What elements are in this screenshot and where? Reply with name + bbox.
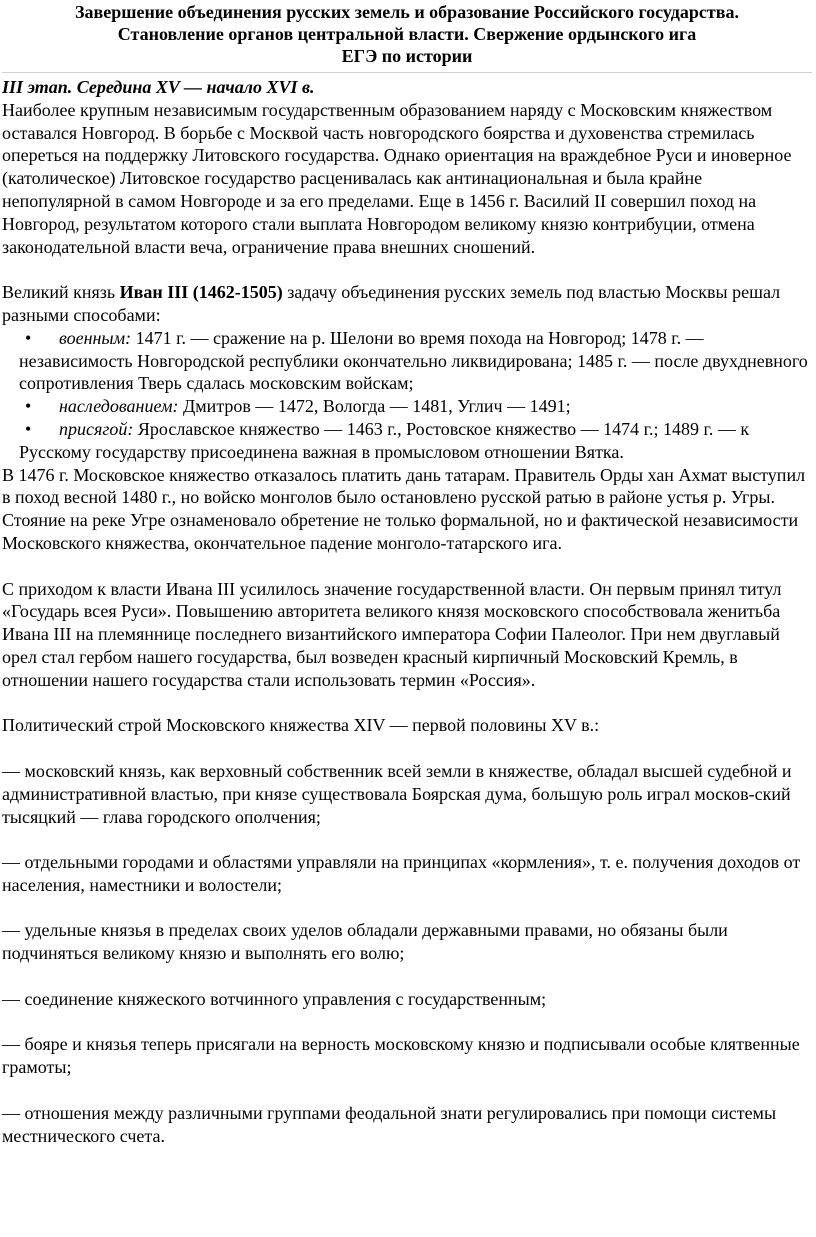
political-point: — бояре и князья теперь присягали на верность московскому князю и подписывали особые клятвенные грамоты; [2, 1034, 800, 1078]
paragraph-ugra: В 1476 г. Московское княжество отказалось платить дань татарам. Правитель Орды хан Ахмат выступил в поход весной 1480 г., но войско монголов было остановлено русской ратью в районе устья р. Угры. Стояние на реке Угре ознаменовало обретение не только формальной, но и фактической независимости Московского княжества, окончательное падение монголо-татарского ига. [2, 464, 806, 553]
list-item [2, 327, 812, 395]
method-text [2, 395, 812, 418]
method-detail: 1471 г. — сражение на р. Шелони во время похода на Новгород; 1478 г. — независимость Новгородской республики окончательно ликвидирована; 1485 г. — после двухдневного сопротивления Тверь сдалась московским войскам; [19, 327, 808, 394]
political-point: — отношения между различными группами феодальной знати регулировались при помощи системы местнического счета. [2, 1102, 777, 1146]
political-point: — соединение княжеского вотчинного управления с государственным; [2, 988, 547, 1009]
ivan-name: Иван III (1462-1505) [119, 282, 283, 303]
method-term: присягой: [59, 418, 134, 439]
paragraph-spacer [2, 828, 812, 851]
paragraph-spacer [2, 1079, 812, 1102]
ivan-intro-after: задачу объединения русских земель под властью Москвы решал разными способами: [2, 282, 781, 325]
document-title [2, 0, 812, 73]
document-body [2, 76, 812, 1147]
bullet-icon: • [25, 327, 32, 348]
method-detail: Дмитров — 1472, Вологда — 1481, Углич — 1491; [178, 396, 571, 417]
paragraph-spacer [2, 737, 812, 760]
paragraph-state-power: С приходом к власти Ивана III усилилось значение государственной власти. Он первым принял титул «Государь всея Руси». Повышению авторитета великого князя московского способствовала женитьба Ивана III на племяннице последнего византийского императора Софии Палеолог. При нем двуглавый орел стал гербом нашего государства, был возведен красный кирпичный Московский Кремль, в отношении нашего государства стали использовать термин «Россия». [2, 578, 782, 690]
political-point: — отдельными городами и областями управляли на принципах «кормления», т. е. получения доходов от населения, наместники и волостели; [2, 852, 801, 895]
method-term: наследованием: [59, 396, 179, 417]
ivan-intro-before: Великий князь [2, 282, 120, 303]
paragraph-novgorod: Наиболее крупным независимым государственным образованием наряду с Московским княжеством оставался Новгород. В борьбе с Москвой часть новгородского боярства и духовенства стремилась опереться на поддержку Литовского государства. Однако ориентация на враждебное Руси и иноверное (католическое) Литовское государство расценивалась как антинациональная и была крайне непопулярной в самом Новгороде и за его пределами. Еще в 1456 г. Василий II совершил поход на Новгород, результатом которого стали выплата Новгородом великому князю контрибуции, отмена законодательной власти веча, ограничение права внешних сношений. [2, 99, 792, 257]
list-item [2, 418, 812, 464]
title-line-1: Завершение объединения русских земель и образование Российского государства. [75, 2, 739, 22]
title-line-3: ЕГЭ по истории [341, 46, 473, 66]
bullet-icon: • [25, 418, 32, 439]
paragraph-ivan-intro [2, 281, 812, 327]
list-item [2, 395, 812, 418]
political-heading: Политический строй Московского княжества XIV — первой половины XV в.: [2, 715, 600, 736]
political-point: — удельные князья в пределах своих уделов обладали державными правами, но обязаны были подчиняться великому князю и выполнять его волю; [2, 920, 728, 964]
method-detail: Ярославское княжество — 1463 г., Ростовское княжество — 1474 г.; 1489 г. — к Русскому государству присоединена важная в промысловом отношении Вятка. [19, 418, 750, 462]
paragraph-spacer [2, 258, 812, 281]
method-text [2, 327, 812, 395]
stage-heading: III этап. Середина XV — начало XVI в. [2, 77, 315, 97]
method-text [2, 418, 812, 464]
title-line-2: Становление органов центральной власти. Свержение ордынского ига [117, 24, 697, 44]
methods-list [2, 327, 812, 464]
paragraph-spacer [2, 1011, 812, 1034]
paragraph-spacer [2, 555, 812, 578]
bullet-icon: • [25, 396, 32, 417]
paragraph-spacer [2, 692, 812, 715]
paragraph-spacer [2, 965, 812, 988]
method-term: военным: [59, 327, 132, 348]
paragraph-spacer [2, 897, 812, 920]
political-point: — московский князь, как верховный собственник всей земли в княжестве, обладал высшей судебной и административной властью, при князе существовала Боярская дума, большую роль играл москов-ский тысяцкий — глава городского ополчения; [2, 760, 792, 827]
